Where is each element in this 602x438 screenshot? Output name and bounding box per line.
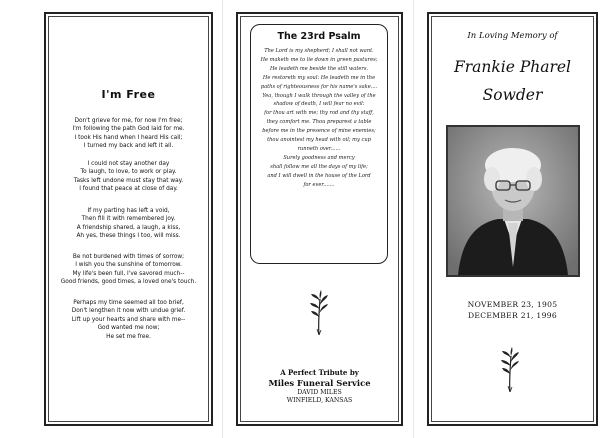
poem-line: Tasks left undone must stay that way. bbox=[73, 177, 184, 184]
poem-line: I could not stay another day bbox=[87, 161, 170, 167]
psalm-line: and I will dwell in the house of the Lord bbox=[267, 172, 371, 179]
poem-panel bbox=[44, 12, 213, 426]
poem-line: I'm following the path God laid for me. bbox=[72, 126, 185, 133]
deceased-name-last: Sowder bbox=[482, 86, 543, 104]
psalm-line: paths of righteousness for his name's sake.... bbox=[260, 83, 378, 90]
poem-stanza bbox=[50, 253, 207, 287]
life-dates bbox=[429, 299, 596, 321]
cover-panel bbox=[427, 12, 598, 426]
poem-line: Be not burdened with times of sorrow; bbox=[72, 254, 185, 260]
tribute-block bbox=[238, 368, 401, 404]
funeral-director: DAVID MILES bbox=[297, 389, 342, 396]
fold-line bbox=[222, 0, 223, 438]
wheat-icon bbox=[308, 289, 330, 337]
poem-line: My life's been full, I've savored much-- bbox=[72, 270, 185, 277]
poem-line: Perhaps my time seemed all too brief, bbox=[73, 300, 184, 306]
psalm-line: He leadeth me beside the still waters. bbox=[269, 65, 369, 72]
wheat-icon bbox=[499, 346, 521, 394]
psalm-box bbox=[250, 24, 388, 264]
psalm-line: shall follow me all the days of my life; bbox=[270, 163, 368, 170]
deceased-name-first: Frankie Pharel bbox=[453, 58, 572, 76]
psalm-text bbox=[253, 47, 385, 190]
psalm-line: shadow of death, I will fear no evil: bbox=[273, 101, 365, 108]
poem-line: I found that peace at close of day. bbox=[79, 186, 178, 193]
funeral-home-name: Miles Funeral Service bbox=[268, 378, 371, 388]
poem-line: Lift up your hearts and share with me-- bbox=[71, 316, 186, 323]
psalm-line: runneth over...... bbox=[297, 145, 341, 152]
tribute-line: A Perfect Tribute by bbox=[280, 368, 359, 377]
psalm-line: before me in the presence of mine enemies; bbox=[262, 128, 376, 135]
portrait-photo bbox=[446, 125, 580, 277]
poem-line: A friendship shared, a laugh, a kiss, bbox=[76, 224, 181, 231]
funeral-location: WINFIELD, KANSAS bbox=[286, 397, 353, 404]
poem-title: I'm Free bbox=[101, 88, 156, 101]
psalm-line: Surely goodness and mercy bbox=[283, 154, 355, 161]
poem-line: To laugh, to love, to work or play. bbox=[80, 169, 177, 176]
poem-line: I took His hand when I heard His call; bbox=[74, 134, 183, 141]
poem-line: I wish you the sunshine of tomorrow. bbox=[75, 262, 182, 269]
poem-stanza bbox=[50, 207, 207, 241]
poem-line: I turned my back and left it all. bbox=[83, 143, 174, 150]
poem-stanza bbox=[50, 117, 207, 151]
poem-line: Ah yes, these things I too, will miss. bbox=[76, 233, 181, 240]
poem-line: Good friends, good times, a loved one's touch. bbox=[60, 279, 197, 286]
in-memory-heading: In Loving Memory of bbox=[467, 31, 558, 41]
birth-date: NOVEMBER 23, 1905 bbox=[467, 300, 558, 309]
poem-stanza bbox=[50, 160, 207, 194]
psalm-line: for thou art with me; thy rod and thy staff, bbox=[264, 110, 374, 117]
death-date: DECEMBER 21, 1996 bbox=[468, 311, 557, 320]
poem-stanza bbox=[50, 299, 207, 341]
psalm-line: He maketh me to lie down in green pastures; bbox=[260, 56, 378, 63]
psalm-line: they comfort me. Thou preparest a table bbox=[266, 119, 372, 126]
fold-line bbox=[413, 0, 414, 438]
psalm-line: The Lord is my shepherd; I shall not want. bbox=[264, 48, 374, 54]
poem-line: God wanted me now; bbox=[97, 325, 160, 332]
poem-line: He set me free. bbox=[106, 333, 151, 340]
psalm-panel bbox=[236, 12, 403, 426]
psalm-line: He restoreth my soul: He leadeth me in the bbox=[262, 74, 376, 81]
psalm-line: for ever....... bbox=[303, 181, 335, 188]
psalm-line: thou anointest my head with oil; my cup bbox=[267, 137, 371, 144]
poem-line: If my parting has left a void, bbox=[87, 208, 170, 214]
poem-line: Then fill it with remembered joy. bbox=[81, 216, 176, 223]
poem-line: Don't lengthen it now with undue grief. bbox=[71, 308, 186, 315]
psalm-title: The 23rd Psalm bbox=[277, 31, 361, 42]
psalm-line: Yea, though I walk through the valley of the bbox=[262, 92, 376, 99]
poem-line: Don't grieve for me, for now I'm free; bbox=[74, 118, 183, 124]
